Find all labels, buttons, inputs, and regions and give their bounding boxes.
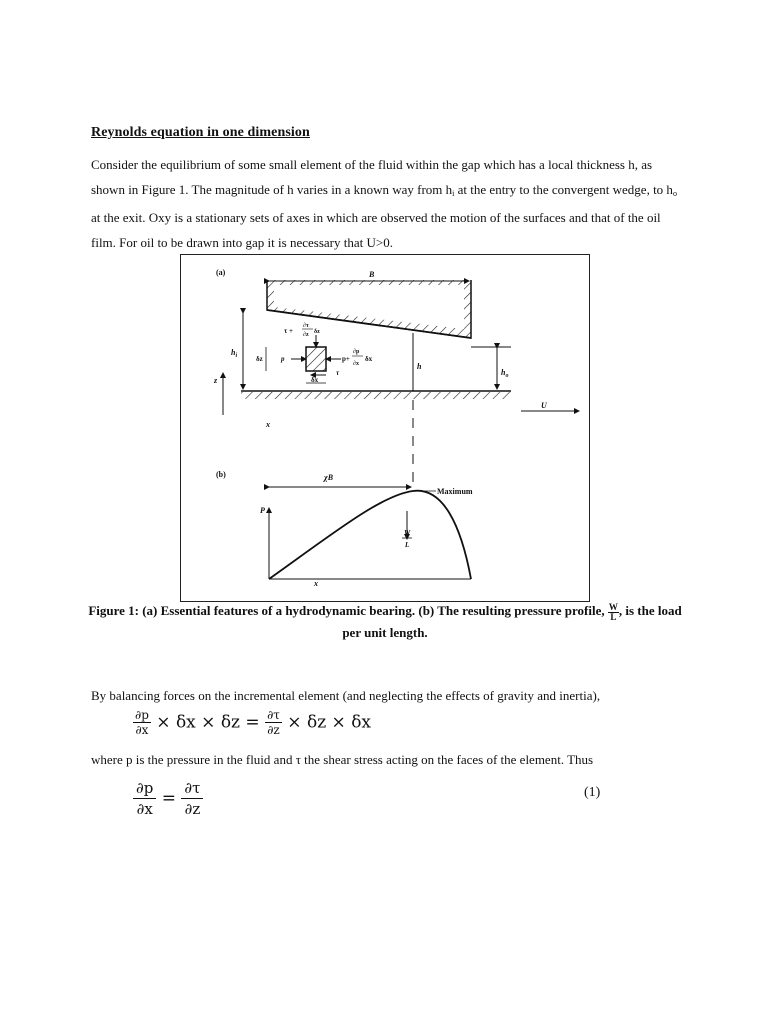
eq1-rhs-num: ∂τ <box>267 708 280 722</box>
hi-letter: h <box>231 348 236 357</box>
chib-label: χB <box>324 473 334 482</box>
p-axis-label: P <box>260 506 265 515</box>
eq1-rhs-fraction <box>265 708 282 737</box>
eq1-lhs-rest: × δx × δz = <box>150 712 266 733</box>
eq2-rhs-num: ∂τ <box>181 778 203 799</box>
intro-text-2: at the entry to the convergent wedge, to h <box>454 181 673 197</box>
eq2-equals: = <box>156 788 182 809</box>
caption-text-2: , is the load per unit length. <box>342 603 682 640</box>
where-paragraph: where p is the pressure in the fluid and τ the shear stress acting on the faces of the element. Thus <box>91 752 594 767</box>
tau-top-label <box>284 327 293 335</box>
x-axis-b-label: x <box>314 579 318 588</box>
delta-z-label: δz <box>256 355 263 363</box>
eq2-rhs-den: ∂z <box>184 800 201 818</box>
eq2-lhs-fraction <box>133 778 156 819</box>
h-label: h <box>417 362 422 371</box>
intro-paragraph <box>91 153 681 255</box>
figure-caption <box>85 600 685 643</box>
caption-frac-den: L <box>610 611 617 622</box>
section-heading: Reynolds equation in one dimension <box>91 125 310 140</box>
balance-paragraph: By balancing forces on the incremental element (and neglecting the effects of gravity and inertia), <box>91 688 601 703</box>
eq1-lhs-num: ∂p <box>135 708 149 722</box>
load-w: W <box>404 529 411 537</box>
figure-1 <box>180 254 590 602</box>
equation-force-balance <box>133 708 371 737</box>
panel-b-label: (b) <box>216 470 226 479</box>
eq2-lhs-num: ∂p <box>133 778 156 799</box>
eq1-lhs-fraction <box>133 708 151 737</box>
dz-mult: δz <box>314 329 320 335</box>
load-l: L <box>405 541 410 549</box>
hi-sub: i <box>235 353 238 359</box>
p-plus-label: p+ <box>342 355 350 363</box>
tau-bottom-label: τ <box>336 369 340 377</box>
caption-frac-num: W <box>608 601 618 612</box>
eq1-rhs-rest: × δz × δx <box>281 712 372 733</box>
hi-subscript: i <box>452 188 455 198</box>
maximum-label: Maximum <box>437 487 473 496</box>
equation-1 <box>133 778 203 819</box>
runner-hatch <box>241 392 511 399</box>
eq2-rhs-fraction <box>181 778 203 819</box>
b-label: B <box>369 270 375 279</box>
ho-sub: o <box>505 373 509 379</box>
intro-text-3: at the exit. Oxy is a stationary sets of axes in which are observed the motion of the surfaces and that of the oil film. For oil to be drawn into gap it is necessary that U>0. <box>91 210 661 250</box>
dp-num: ∂p <box>353 349 360 355</box>
panel-a-label: (a) <box>216 268 226 277</box>
fluid-element <box>306 347 326 371</box>
u-label: U <box>541 401 547 410</box>
z-label: z <box>214 376 218 385</box>
hi-label <box>231 348 237 359</box>
eq2-lhs-den: ∂x <box>136 800 153 818</box>
ho-subscript: o <box>672 188 677 198</box>
pressure-profile <box>269 491 471 579</box>
ho-label <box>501 368 508 379</box>
dz-den: ∂z <box>303 332 309 338</box>
delta-x-label: δx <box>311 376 319 384</box>
p-left-label: p <box>281 355 285 363</box>
eq1-rhs-den: ∂z <box>267 723 280 737</box>
equation-number: (1) <box>584 785 601 800</box>
tau-top-text: τ + <box>284 327 293 335</box>
x-label: x <box>266 420 270 429</box>
caption-text-1: Figure 1: (a) Essential features of a hydrodynamic bearing. (b) The resulting pressure profile, <box>88 603 608 618</box>
dx-mult: δx <box>365 355 373 363</box>
dx-den: ∂x <box>353 361 359 367</box>
intro-text-1: Consider the equilibrium of some small element of the fluid within the gap which has a local thickness h, as shown in Figure 1. The magnitude of h varies in a known way from h <box>91 157 653 197</box>
bearing-diagram <box>181 255 591 603</box>
eq1-lhs-den: ∂x <box>135 723 149 737</box>
ho-letter: h <box>501 368 506 377</box>
dtau-num: ∂τ <box>303 323 309 329</box>
caption-fraction <box>608 603 619 622</box>
